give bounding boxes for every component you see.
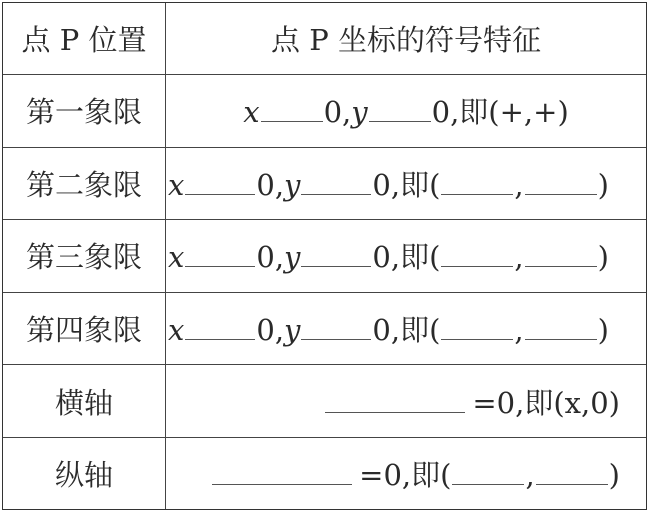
answer-blank[interactable] <box>185 244 255 267</box>
zero-text: 0 <box>323 95 343 130</box>
header-position: 点 P 位置 <box>3 3 166 75</box>
axis-feature-text: =0,即(x,0) <box>472 385 620 420</box>
answer-blank[interactable] <box>441 172 513 195</box>
answer-blank[interactable] <box>452 462 524 485</box>
zero-text: 0 <box>256 313 275 348</box>
row-feature-q2: x 0,y 0,即( , ) <box>166 147 647 220</box>
y-var: y <box>284 167 301 202</box>
table-row <box>3 220 646 293</box>
table-row <box>3 292 646 365</box>
row-label-y-axis: 纵轴 <box>3 437 166 509</box>
comma-text: , <box>525 457 535 492</box>
row-label-q2: 第二象限 <box>3 147 166 220</box>
x-var: x <box>168 313 185 348</box>
row-label-q1: 第一象限 <box>3 75 166 148</box>
row-feature-y-axis <box>166 437 647 509</box>
answer-blank[interactable] <box>301 172 371 195</box>
answer-blank[interactable] <box>525 244 597 267</box>
close-paren: ) <box>608 457 620 492</box>
answer-blank[interactable] <box>525 172 597 195</box>
header-feature: 点 P 坐标的符号特征 <box>166 3 647 75</box>
comma-text: , <box>514 167 524 202</box>
comma-text: , <box>514 240 524 275</box>
y-var: y <box>351 95 368 130</box>
y-var: y <box>284 313 301 348</box>
axis-feature-text: =0,即( <box>359 457 452 492</box>
answer-blank[interactable] <box>301 244 371 267</box>
table-row <box>3 147 646 220</box>
row-label-q3: 第三象限 <box>3 220 166 293</box>
sign-text: 0,即( <box>372 240 441 275</box>
answer-blank[interactable] <box>212 462 352 485</box>
table-row <box>3 75 646 148</box>
y-var: y <box>284 240 301 275</box>
comma-text: , <box>514 313 524 348</box>
answer-blank[interactable] <box>185 172 255 195</box>
answer-blank[interactable] <box>441 317 513 340</box>
row-label-x-axis: 横轴 <box>3 365 166 438</box>
zero-text: 0 <box>256 240 275 275</box>
answer-blank[interactable] <box>325 390 465 413</box>
row-feature-x-axis <box>166 365 647 438</box>
sign-text: 0,即( <box>372 313 441 348</box>
table-row <box>3 437 646 509</box>
row-feature-q3: x 0,y 0,即( , ) <box>166 220 647 293</box>
coordinate-sign-table <box>2 2 647 510</box>
answer-blank[interactable] <box>441 244 513 267</box>
sign-text: 0,即(+,+) <box>431 95 569 130</box>
close-paren: ) <box>597 167 609 202</box>
answer-blank[interactable] <box>369 99 431 122</box>
x-var: x <box>243 95 260 130</box>
close-paren: ) <box>597 313 609 348</box>
answer-blank[interactable] <box>536 462 608 485</box>
x-var: x <box>168 167 185 202</box>
x-var: x <box>168 240 185 275</box>
row-feature-q4: x 0,y 0,即( , ) <box>166 292 647 365</box>
sign-text: 0,即( <box>372 167 441 202</box>
row-label-q4: 第四象限 <box>3 292 166 365</box>
answer-blank[interactable] <box>185 317 255 340</box>
header-row <box>3 3 646 75</box>
close-paren: ) <box>597 240 609 275</box>
table-row <box>3 365 646 438</box>
answer-blank[interactable] <box>525 317 597 340</box>
answer-blank[interactable] <box>301 317 371 340</box>
zero-text: 0 <box>256 167 275 202</box>
table <box>3 3 646 509</box>
row-feature-q1: x 0,y 0,即(+,+) <box>166 75 647 148</box>
answer-blank[interactable] <box>261 99 323 122</box>
